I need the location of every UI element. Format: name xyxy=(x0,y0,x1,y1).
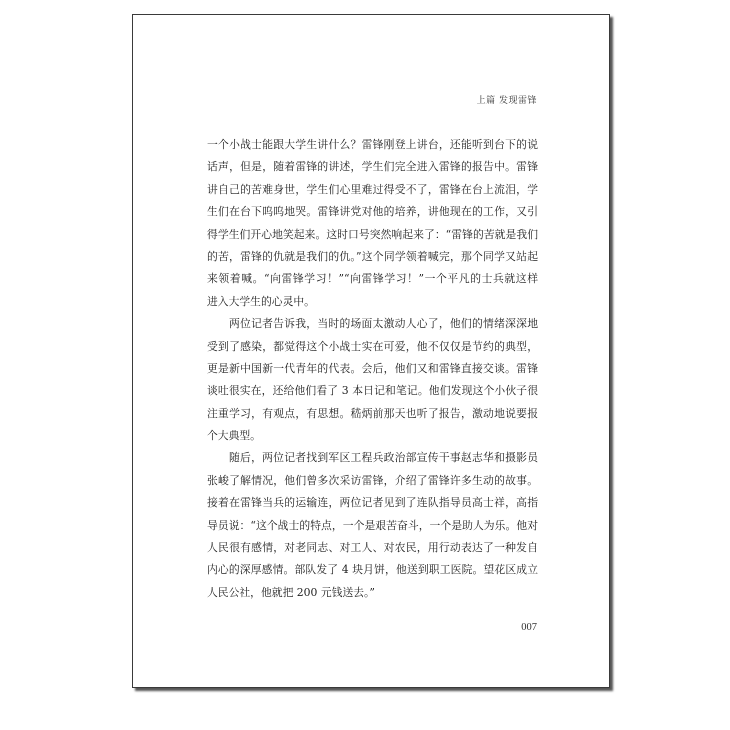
text-line: 个大典型。 xyxy=(207,429,261,443)
text-line: 导员说：“这个战士的特点，一个是艰苦奋斗，一个是助人为乐。他对 xyxy=(207,518,538,532)
text-line: 生们在台下呜呜地哭。雷锋讲党对他的培养，讲他现在的工作，又引 xyxy=(207,205,538,219)
page-number: 007 xyxy=(521,622,537,633)
text-line: 来领着喊。“向雷锋学习！”“向雷锋学习！”一个平凡的士兵就这样 xyxy=(207,272,538,286)
text-line: 话声，但是，随着雷锋的讲述，学生们完全进入雷锋的报告中。雷锋 xyxy=(207,160,538,174)
paragraph xyxy=(207,313,538,447)
body-text xyxy=(207,134,538,604)
paragraph xyxy=(207,447,538,604)
text-line: 内心的深厚感情。部队发了 4 块月饼，他送到职工医院。望花区成立 xyxy=(207,563,538,577)
text-line: 受到了感染，都觉得这个小战士实在可爱，他不仅仅是节约的典型， xyxy=(207,339,538,353)
text-line: 随后，两位记者找到军区工程兵政治部宣传干事赵志华和摄影员 xyxy=(229,451,538,465)
book-page xyxy=(132,14,610,688)
text-line: 注重学习，有观点，有思想。嵇炳前那天也听了报告，激动地说要报 xyxy=(207,406,538,420)
paragraph xyxy=(207,134,538,313)
text-line: 两位记者告诉我，当时的场面太激动人心了，他们的情绪深深地 xyxy=(229,317,538,331)
text-line: 进入大学生的心灵中。 xyxy=(207,294,315,308)
text-line: 一个小战士能跟大学生讲什么？雷锋刚登上讲台，还能听到台下的说 xyxy=(207,138,538,151)
text-line: 更是新中国新一代青年的代表。会后，他们又和雷锋直接交谈。雷锋 xyxy=(207,361,538,375)
text-line: 得学生们开心地笑起来。这时口号突然响起来了：“雷锋的苦就是我们 xyxy=(207,227,538,241)
text-line: 接着在雷锋当兵的运输连，两位记者见到了连队指导员高士祥，高指 xyxy=(207,496,538,510)
text-line: 人民很有感情，对老同志、对工人、对农民，用行动表达了一种发自 xyxy=(207,541,538,555)
text-line: 的苦，雷锋的仇就是我们的仇。”这个同学领着喊完，那个同学又站起 xyxy=(207,249,538,263)
running-header: 上篇 发现雷锋 xyxy=(476,96,537,106)
text-line: 张峻了解情况，他们曾多次采访雷锋，介绍了雷锋许多生动的故事。 xyxy=(207,473,538,487)
text-line: 谈吐很实在，还给他们看了 3 本日记和笔记。他们发现这个小伙子很 xyxy=(207,384,538,398)
text-line: 讲自己的苦难身世，学生们心里难过得受不了，雷锋在台上流泪，学 xyxy=(207,182,538,196)
text-line: 人民公社，他就把 200 元钱送去。” xyxy=(207,585,375,599)
